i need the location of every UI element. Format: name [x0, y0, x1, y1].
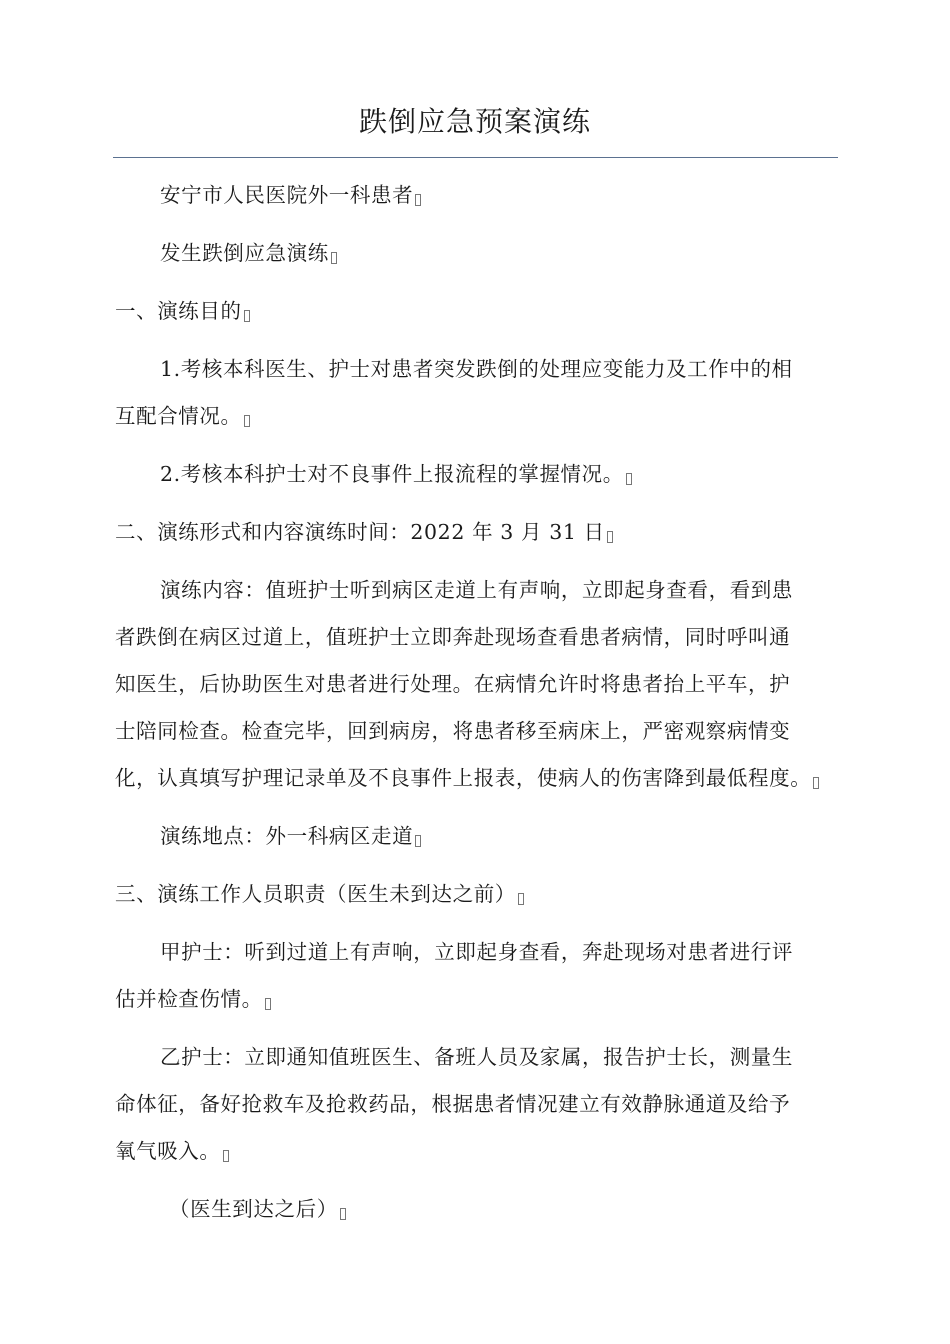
paragraph-line: 2.考核本科护士对不良事件上报流程的掌握情况。 [115, 451, 835, 498]
paragraph-line: 发生跌倒应急演练 [115, 230, 835, 277]
paragraph-mark-icon [415, 194, 421, 206]
paragraph [115, 1186, 835, 1233]
paragraph-line: 乙护士：立即通知值班医生、备班人员及家属，报告护士长，测量生 [160, 1045, 793, 1069]
paragraph-line: 一、演练目的 [115, 288, 835, 335]
paragraph [115, 509, 835, 556]
paragraph [115, 567, 835, 802]
paragraph-line: 士陪同检查。检查完毕，回到病房，将患者移至病床上，严密观察病情变 [115, 719, 791, 743]
paragraph [115, 813, 835, 860]
title-divider [113, 157, 838, 158]
paragraph-line: 化，认真填写护理记录单及不良事件上报表，使病人的伤害降到最低程度。 [115, 755, 835, 802]
paragraph-mark-icon [340, 1208, 346, 1220]
paragraph-mark-icon [518, 893, 524, 905]
paragraph-line: 1.考核本科医生、护士对患者突发跌倒的处理应变能力及工作中的相 [160, 357, 793, 381]
paragraph-line: 命体征，备好抢救车及抢救药品，根据患者情况建立有效静脉通道及给予 [115, 1092, 791, 1116]
paragraph-line: 估并检查伤情。 [115, 976, 835, 1023]
paragraph-line: 知医生，后协助医生对患者进行处理。在病情允许时将患者抬上平车，护 [115, 672, 791, 696]
paragraph-mark-icon [244, 415, 250, 427]
paragraph-line: 演练内容：值班护士听到病区走道上有声响，立即起身查看，看到患 [160, 578, 793, 602]
paragraph-mark-icon [223, 1150, 229, 1162]
paragraph-mark-icon [331, 252, 337, 264]
paragraph-mark-icon [626, 473, 632, 485]
paragraph-mark-icon [415, 835, 421, 847]
paragraph-line: 者跌倒在病区过道上，值班护士立即奔赴现场查看患者病情，同时呼叫通 [115, 625, 791, 649]
paragraph [115, 172, 835, 219]
paragraph-mark-icon [265, 998, 271, 1010]
paragraph-line: 氧气吸入。 [115, 1128, 835, 1175]
document-title: 跌倒应急预案演练 [358, 105, 591, 138]
paragraph-line: 甲护士：听到过道上有声响，立即起身查看，奔赴现场对患者进行评 [160, 940, 793, 964]
paragraph-mark-icon [244, 310, 250, 322]
paragraph-mark-icon [607, 531, 613, 543]
paragraph-line: （医生到达之后） [115, 1186, 835, 1233]
paragraph [115, 451, 835, 498]
paragraph [115, 929, 835, 1023]
document-body [115, 172, 835, 1244]
paragraph-line: 二、演练形式和内容演练时间：2022 年 3 月 31 日 [115, 509, 835, 556]
paragraph [115, 871, 835, 918]
paragraph-line: 安宁市人民医院外一科患者 [115, 172, 835, 219]
paragraph [115, 230, 835, 277]
paragraph [115, 288, 835, 335]
paragraph-line: 三、演练工作人员职责（医生未到达之前） [115, 871, 835, 918]
paragraph-line: 演练地点：外一科病区走道 [115, 813, 835, 860]
paragraph-line: 互配合情况。 [115, 393, 835, 440]
paragraph-mark-icon [813, 777, 819, 789]
paragraph [115, 1034, 835, 1175]
paragraph [115, 346, 835, 440]
